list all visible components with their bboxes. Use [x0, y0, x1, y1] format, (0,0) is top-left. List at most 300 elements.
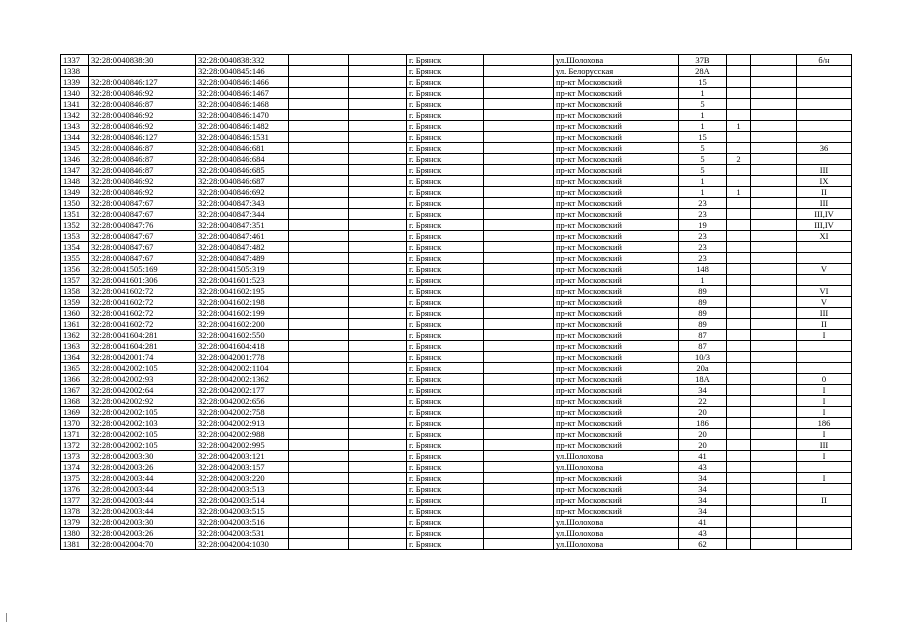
cell-e3: [484, 308, 554, 319]
cell-street: пр-кт Московский: [554, 506, 679, 517]
table-row: [61, 506, 852, 517]
table-row: [61, 407, 852, 418]
cell-apartment: I: [797, 396, 852, 407]
cell-e2: [349, 341, 407, 352]
table-row: [61, 154, 852, 165]
cell-apartment: [797, 462, 852, 473]
cell-e3: [484, 275, 554, 286]
cell-e2: [349, 319, 407, 330]
cell-num: 1340: [61, 88, 89, 99]
registry-table: [60, 54, 852, 550]
cell-e2: [349, 297, 407, 308]
cell-e2: [349, 495, 407, 506]
cell-e2: [349, 88, 407, 99]
table-row: [61, 429, 852, 440]
cell-e3: [484, 418, 554, 429]
cell-e3: [484, 77, 554, 88]
cell-parcel: 32:28:0041601:306: [89, 275, 196, 286]
cell-e2: [349, 132, 407, 143]
cell-street: ул.Шолохова: [554, 55, 679, 66]
cell-apartment: [797, 242, 852, 253]
cell-parcel: 32:28:0040846:87: [89, 99, 196, 110]
cell-num: 1376: [61, 484, 89, 495]
cell-e1: [289, 363, 349, 374]
cell-e4: [751, 165, 797, 176]
cell-apartment: б/н: [797, 55, 852, 66]
cell-e1: [289, 440, 349, 451]
cell-building: 32:28:0042002:995: [196, 440, 289, 451]
cell-city: г. Брянск: [407, 396, 484, 407]
cell-street: ул.Шолохова: [554, 451, 679, 462]
cell-e3: [484, 143, 554, 154]
cell-num: 1381: [61, 539, 89, 550]
cell-num: 1369: [61, 407, 89, 418]
cell-building: 32:28:0041602:550: [196, 330, 289, 341]
cell-e3: [484, 462, 554, 473]
cell-street: пр-кт Московский: [554, 297, 679, 308]
cell-street: пр-кт Московский: [554, 330, 679, 341]
table-row: [61, 473, 852, 484]
cell-apartment: [797, 352, 852, 363]
cell-house: 41: [679, 451, 727, 462]
cell-apartment: II: [797, 495, 852, 506]
cell-e1: [289, 231, 349, 242]
cell-street: пр-кт Московский: [554, 121, 679, 132]
cell-house: 41: [679, 517, 727, 528]
cell-apartment: IX: [797, 176, 852, 187]
cell-e1: [289, 341, 349, 352]
cell-e4: [751, 275, 797, 286]
table-row: [61, 55, 852, 66]
cell-city: г. Брянск: [407, 418, 484, 429]
cell-e1: [289, 132, 349, 143]
cell-e3: [484, 341, 554, 352]
cell-building: 32:28:0042002:177: [196, 385, 289, 396]
cell-building_no: [727, 286, 751, 297]
cell-e3: [484, 209, 554, 220]
cell-e4: [751, 143, 797, 154]
cell-e3: [484, 88, 554, 99]
cell-building: 32:28:0042002:1104: [196, 363, 289, 374]
cell-e2: [349, 484, 407, 495]
cell-apartment: [797, 506, 852, 517]
cell-building_no: [727, 308, 751, 319]
cell-building_no: [727, 385, 751, 396]
cell-e4: [751, 517, 797, 528]
cell-num: 1354: [61, 242, 89, 253]
cell-apartment: [797, 77, 852, 88]
cell-e4: [751, 418, 797, 429]
table-row: [61, 176, 852, 187]
cell-street: пр-кт Московский: [554, 341, 679, 352]
cell-e1: [289, 165, 349, 176]
cell-house: 87: [679, 341, 727, 352]
cell-parcel: 32:28:0042003:44: [89, 484, 196, 495]
cell-e1: [289, 264, 349, 275]
cell-street: пр-кт Московский: [554, 473, 679, 484]
cell-street: пр-кт Московский: [554, 99, 679, 110]
cell-parcel: 32:28:0040847:67: [89, 242, 196, 253]
cell-e4: [751, 220, 797, 231]
cell-house: 34: [679, 473, 727, 484]
cell-apartment: III,IV: [797, 209, 852, 220]
cell-house: 20: [679, 429, 727, 440]
cell-apartment: I: [797, 451, 852, 462]
cell-e3: [484, 198, 554, 209]
table-row: [61, 352, 852, 363]
cell-house: 15: [679, 132, 727, 143]
cell-city: г. Брянск: [407, 110, 484, 121]
cell-e1: [289, 297, 349, 308]
cell-e3: [484, 319, 554, 330]
cell-num: 1365: [61, 363, 89, 374]
cell-e4: [751, 253, 797, 264]
cell-e2: [349, 462, 407, 473]
table-row: [61, 77, 852, 88]
cell-building_no: [727, 396, 751, 407]
cell-house: 1: [679, 275, 727, 286]
cell-e2: [349, 451, 407, 462]
cell-city: г. Брянск: [407, 99, 484, 110]
cell-e3: [484, 154, 554, 165]
cell-parcel: 32:28:0041604:281: [89, 341, 196, 352]
table-row: [61, 396, 852, 407]
cell-city: г. Брянск: [407, 253, 484, 264]
cell-apartment: III: [797, 198, 852, 209]
cell-num: 1370: [61, 418, 89, 429]
cell-house: 5: [679, 165, 727, 176]
cell-apartment: I: [797, 429, 852, 440]
cell-num: 1375: [61, 473, 89, 484]
cell-e3: [484, 231, 554, 242]
cell-e1: [289, 473, 349, 484]
cell-num: 1373: [61, 451, 89, 462]
cell-parcel: 32:28:0040846:127: [89, 132, 196, 143]
cell-city: г. Брянск: [407, 330, 484, 341]
cell-e2: [349, 198, 407, 209]
cell-house: 19: [679, 220, 727, 231]
cell-e2: [349, 308, 407, 319]
table-row: [61, 264, 852, 275]
cell-building: 32:28:0040846:685: [196, 165, 289, 176]
cell-e3: [484, 374, 554, 385]
cell-e4: [751, 341, 797, 352]
cell-apartment: I: [797, 330, 852, 341]
cell-street: пр-кт Московский: [554, 374, 679, 385]
cell-num: 1378: [61, 506, 89, 517]
cell-e4: [751, 187, 797, 198]
cell-city: г. Брянск: [407, 275, 484, 286]
cell-e1: [289, 110, 349, 121]
cell-street: пр-кт Московский: [554, 143, 679, 154]
cell-e3: [484, 220, 554, 231]
cell-street: ул.Шолохова: [554, 517, 679, 528]
cell-e2: [349, 209, 407, 220]
cell-e2: [349, 506, 407, 517]
cell-house: 23: [679, 209, 727, 220]
cell-e3: [484, 297, 554, 308]
cell-parcel: 32:28:0041604:281: [89, 330, 196, 341]
cell-e4: [751, 495, 797, 506]
cell-parcel: 32:28:0042001:74: [89, 352, 196, 363]
table-row: [61, 517, 852, 528]
cell-parcel: 32:28:0041602:72: [89, 297, 196, 308]
cell-e1: [289, 506, 349, 517]
cell-city: г. Брянск: [407, 55, 484, 66]
cell-house: 23: [679, 231, 727, 242]
cell-e3: [484, 110, 554, 121]
cell-street: пр-кт Московский: [554, 429, 679, 440]
cell-parcel: 32:28:0040847:67: [89, 231, 196, 242]
cell-street: пр-кт Московский: [554, 275, 679, 286]
cell-house: 5: [679, 154, 727, 165]
cell-e4: [751, 308, 797, 319]
cell-e1: [289, 484, 349, 495]
table-row: [61, 198, 852, 209]
cell-parcel: 32:28:0042002:64: [89, 385, 196, 396]
cell-parcel: 32:28:0042003:26: [89, 528, 196, 539]
cell-building: 32:28:0040846:1468: [196, 99, 289, 110]
cell-building_no: [727, 451, 751, 462]
cell-num: 1352: [61, 220, 89, 231]
table-row: [61, 253, 852, 264]
cell-num: 1345: [61, 143, 89, 154]
cell-building: 32:28:0041505:319: [196, 264, 289, 275]
cell-apartment: [797, 275, 852, 286]
cell-parcel: 32:28:0042002:105: [89, 363, 196, 374]
cell-parcel: 32:28:0040846:87: [89, 154, 196, 165]
table-row: [61, 220, 852, 231]
cell-e4: [751, 286, 797, 297]
cell-e1: [289, 220, 349, 231]
cell-e4: [751, 407, 797, 418]
cell-street: ул. Белорусская: [554, 66, 679, 77]
cell-num: 1379: [61, 517, 89, 528]
cell-parcel: 32:28:0042003:44: [89, 495, 196, 506]
cell-building_no: [727, 418, 751, 429]
cell-house: 34: [679, 385, 727, 396]
cell-e1: [289, 462, 349, 473]
cell-parcel: 32:28:0040846:87: [89, 143, 196, 154]
cell-building: 32:28:0040847:482: [196, 242, 289, 253]
cell-e1: [289, 451, 349, 462]
cell-e1: [289, 176, 349, 187]
cell-e2: [349, 286, 407, 297]
cell-street: пр-кт Московский: [554, 77, 679, 88]
cell-e3: [484, 539, 554, 550]
cell-e4: [751, 484, 797, 495]
cell-e1: [289, 308, 349, 319]
cell-building_no: [727, 484, 751, 495]
cell-house: 43: [679, 528, 727, 539]
cell-e1: [289, 121, 349, 132]
cell-e2: [349, 473, 407, 484]
cell-building_no: [727, 440, 751, 451]
cell-city: г. Брянск: [407, 143, 484, 154]
cell-e1: [289, 198, 349, 209]
cell-city: г. Брянск: [407, 374, 484, 385]
cell-parcel: 32:28:0042003:30: [89, 517, 196, 528]
cell-e2: [349, 374, 407, 385]
cell-house: 28А: [679, 66, 727, 77]
cell-apartment: 36: [797, 143, 852, 154]
table-row: [61, 286, 852, 297]
cell-e4: [751, 209, 797, 220]
cell-building_no: [727, 275, 751, 286]
registry-body: [61, 55, 852, 550]
cell-city: г. Брянск: [407, 407, 484, 418]
cell-building: 32:28:0040846:1531: [196, 132, 289, 143]
cell-apartment: III: [797, 308, 852, 319]
cell-parcel: 32:28:0040846:92: [89, 176, 196, 187]
cell-parcel: 32:28:0040846:127: [89, 77, 196, 88]
cell-num: 1359: [61, 297, 89, 308]
table-row: [61, 363, 852, 374]
cell-apartment: [797, 121, 852, 132]
cell-apartment: III: [797, 440, 852, 451]
cell-e1: [289, 330, 349, 341]
cell-apartment: VI: [797, 286, 852, 297]
cell-e3: [484, 99, 554, 110]
table-row: [61, 484, 852, 495]
cell-e2: [349, 242, 407, 253]
cell-apartment: V: [797, 264, 852, 275]
cell-street: пр-кт Московский: [554, 110, 679, 121]
cell-building: 32:28:0042004:1030: [196, 539, 289, 550]
cell-building: 32:28:0041604:418: [196, 341, 289, 352]
cell-building: 32:28:0042001:778: [196, 352, 289, 363]
cell-num: 1363: [61, 341, 89, 352]
scan-edge-mark: [6, 613, 7, 622]
cell-num: 1362: [61, 330, 89, 341]
cell-e2: [349, 121, 407, 132]
cell-parcel: 32:28:0042002:105: [89, 407, 196, 418]
cell-e2: [349, 429, 407, 440]
cell-num: 1338: [61, 66, 89, 77]
cell-e4: [751, 506, 797, 517]
cell-num: 1366: [61, 374, 89, 385]
cell-e1: [289, 385, 349, 396]
cell-building: 32:28:0042002:758: [196, 407, 289, 418]
cell-apartment: [797, 528, 852, 539]
cell-e2: [349, 275, 407, 286]
cell-e4: [751, 473, 797, 484]
cell-building_no: [727, 66, 751, 77]
cell-apartment: I: [797, 473, 852, 484]
cell-building_no: 1: [727, 121, 751, 132]
cell-street: пр-кт Московский: [554, 440, 679, 451]
cell-e2: [349, 363, 407, 374]
cell-num: 1349: [61, 187, 89, 198]
cell-building_no: [727, 539, 751, 550]
cell-house: 1: [679, 110, 727, 121]
table-row: [61, 165, 852, 176]
cell-city: г. Брянск: [407, 473, 484, 484]
cell-building_no: [727, 242, 751, 253]
cell-city: г. Брянск: [407, 528, 484, 539]
cell-num: 1337: [61, 55, 89, 66]
cell-e2: [349, 176, 407, 187]
cell-e2: [349, 528, 407, 539]
cell-e3: [484, 187, 554, 198]
cell-building_no: [727, 264, 751, 275]
cell-e1: [289, 88, 349, 99]
cell-parcel: 32:28:0041602:72: [89, 319, 196, 330]
table-row: [61, 66, 852, 77]
cell-parcel: [89, 66, 196, 77]
cell-building: 32:28:0040846:1482: [196, 121, 289, 132]
cell-street: пр-кт Московский: [554, 132, 679, 143]
cell-num: 1347: [61, 165, 89, 176]
cell-street: пр-кт Московский: [554, 242, 679, 253]
cell-e1: [289, 429, 349, 440]
cell-e4: [751, 198, 797, 209]
cell-building_no: 1: [727, 187, 751, 198]
cell-e4: [751, 55, 797, 66]
cell-parcel: 32:28:0040846:92: [89, 110, 196, 121]
table-row: [61, 231, 852, 242]
table-row: [61, 319, 852, 330]
cell-building: 32:28:0042003:515: [196, 506, 289, 517]
cell-city: г. Брянск: [407, 451, 484, 462]
cell-num: 1374: [61, 462, 89, 473]
cell-e2: [349, 517, 407, 528]
cell-street: пр-кт Московский: [554, 396, 679, 407]
cell-city: г. Брянск: [407, 231, 484, 242]
cell-house: 20: [679, 407, 727, 418]
cell-e4: [751, 451, 797, 462]
cell-building: 32:28:0040846:692: [196, 187, 289, 198]
cell-city: г. Брянск: [407, 440, 484, 451]
cell-building_no: [727, 165, 751, 176]
cell-city: г. Брянск: [407, 121, 484, 132]
cell-building_no: [727, 253, 751, 264]
cell-e3: [484, 495, 554, 506]
cell-apartment: 186: [797, 418, 852, 429]
cell-apartment: [797, 66, 852, 77]
cell-building_no: [727, 517, 751, 528]
cell-building: 32:28:0040847:489: [196, 253, 289, 264]
cell-e4: [751, 121, 797, 132]
cell-apartment: [797, 517, 852, 528]
cell-city: г. Брянск: [407, 176, 484, 187]
cell-building_no: [727, 528, 751, 539]
table-row: [61, 495, 852, 506]
cell-building_no: [727, 429, 751, 440]
cell-house: 34: [679, 495, 727, 506]
cell-apartment: [797, 88, 852, 99]
cell-e2: [349, 220, 407, 231]
cell-e2: [349, 440, 407, 451]
cell-building_no: [727, 231, 751, 242]
cell-parcel: 32:28:0042002:92: [89, 396, 196, 407]
cell-num: 1353: [61, 231, 89, 242]
cell-building_no: [727, 110, 751, 121]
cell-building: 32:28:0042002:988: [196, 429, 289, 440]
cell-street: пр-кт Московский: [554, 231, 679, 242]
cell-num: 1380: [61, 528, 89, 539]
cell-parcel: 32:28:0042002:105: [89, 440, 196, 451]
cell-e2: [349, 352, 407, 363]
cell-num: 1355: [61, 253, 89, 264]
cell-apartment: [797, 341, 852, 352]
cell-e3: [484, 484, 554, 495]
cell-house: 22: [679, 396, 727, 407]
cell-e2: [349, 231, 407, 242]
cell-apartment: I: [797, 385, 852, 396]
cell-building: 32:28:0040846:684: [196, 154, 289, 165]
cell-street: пр-кт Московский: [554, 187, 679, 198]
